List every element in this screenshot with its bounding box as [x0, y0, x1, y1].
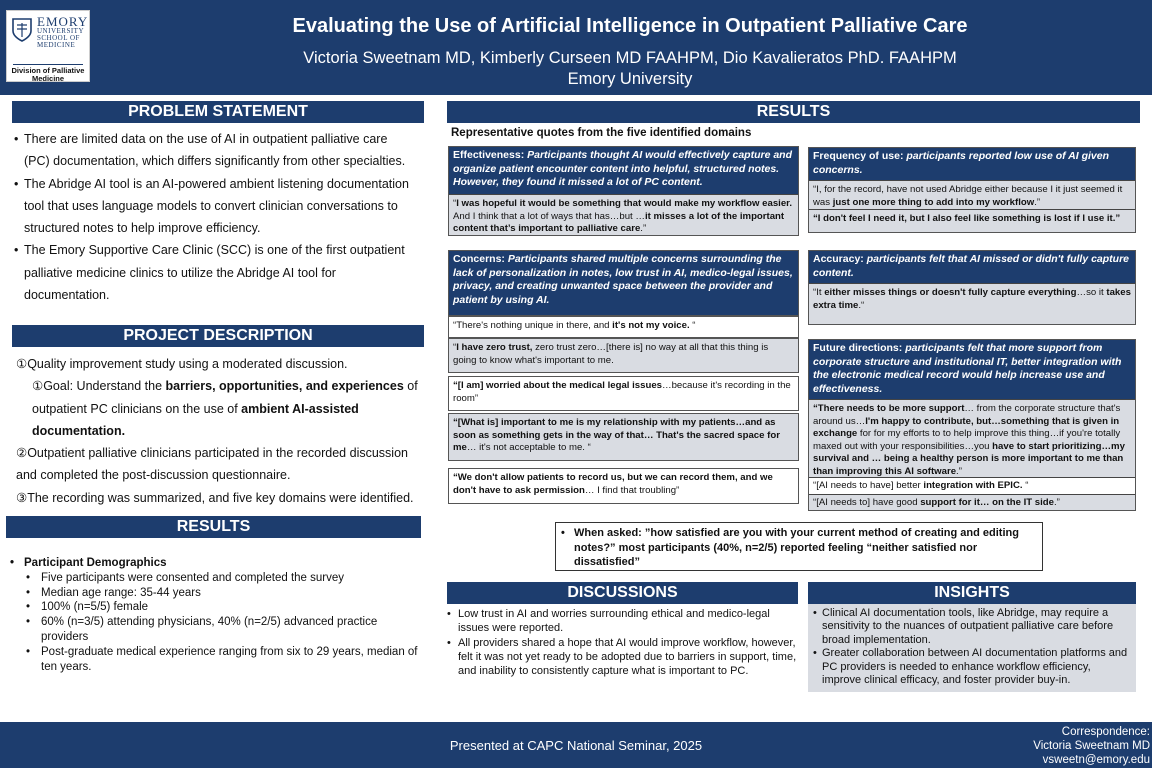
problem-bullet: • The Abridge AI tool is an AI-powered ambient listening documentation tool that uses language models to convert clinician conversations to structured notes to help improve efficiency. — [14, 173, 414, 240]
emory-logo — [6, 10, 90, 82]
presented-at: Presented at CAPC National Seminar, 2025 — [449, 738, 703, 753]
frequency-header: Frequency of use: participants reported low use of AI given concerns. — [809, 148, 1135, 180]
future-quote-2: “[AI needs to have] better integration with EPIC. “ — [809, 477, 1135, 494]
demographic-item: • 60% (n=3/5) attending physicians, 40% (n=2/5) advanced practice providers — [10, 615, 420, 645]
problem-statement-heading: PROBLEM STATEMENT — [12, 101, 424, 123]
insight-bullet: • Greater collaboration between AI documentation platforms and PC providers is needed to enhance workflow efficiency, improve clinical efficacy, and foster provider buy-in. — [822, 647, 1132, 687]
results-left-heading: RESULTS — [6, 516, 421, 538]
correspondence-email[interactable]: vsweetn@emory.edu — [1042, 754, 1150, 766]
concerns-quote-3: “[I am] worried about the medical legal issues…because it's recording in the room” — [448, 376, 799, 411]
accuracy-box — [808, 250, 1136, 325]
logo-school-of: SCHOOL OF — [37, 34, 80, 42]
poster-title: Evaluating the Use of Artificial Intelligence in Outpatient Palliative Care — [292, 15, 968, 37]
logo-university: UNIVERSITY — [37, 27, 84, 35]
correspondence-name: Victoria Sweetnam MD — [1033, 740, 1150, 752]
project-goal: ①Goal: Understand the barriers, opportunities, and experiences of outpatient PC clinicians on the use of ambient AI-assisted documentation. — [32, 379, 418, 438]
project-description — [16, 353, 426, 509]
correspondence-label: Correspondence: — [1061, 726, 1150, 738]
poster-authors: Victoria Sweetnam MD, Kimberly Curseen MD FAAHPM, Dio Kavalieratos PhD. FAAHPM — [303, 49, 957, 67]
demographic-item: • Post-graduate medical experience ranging from six to 29 years, median of ten years. — [10, 645, 420, 675]
concerns-box — [448, 250, 799, 316]
shield-icon — [11, 17, 33, 43]
discussion-bullet: • All providers shared a hope that AI would improve workflow, however, felt it was not yet ready to be adopted due to barriers in support, time, and inability to consistently capture what is important to PC. — [447, 636, 797, 679]
future-directions-header: Future directions: participants felt that more support from corporate structure and institutional IT, better integration with the electronic medical record would help increase use and effectiveness. — [809, 340, 1135, 399]
discussions-heading: DISCUSSIONS — [447, 582, 798, 604]
effectiveness-header: Effectiveness: Participants thought AI would effectively capture and organize patient encounter content into helpful, structured notes. However, they found it missed a lot of PC content. — [449, 147, 798, 194]
project-item-3: ③The recording was summarized, and five key domains were identified. — [16, 490, 414, 505]
frequency-quote-1: “I, for the record, have not used Abridge either because I it just seemed it was just one more thing to add into my workflow.” — [809, 180, 1135, 209]
correspondence — [1033, 725, 1150, 767]
concerns-quote-2: “I have zero trust, zero trust zero…[there is] no way at all that this thing is going to know what's important to me. — [448, 338, 799, 373]
problem-bullet: • The Emory Supportive Care Clinic (SCC) is one of the first outpatient palliative medicine clinics to utilize the Abridge AI tool for documentation. — [14, 239, 414, 306]
project-item-2: ②Outpatient palliative clinicians participated in the recorded discussion and completed the post-discussion questionnaire. — [16, 446, 408, 483]
discussions-list — [447, 607, 797, 678]
logo-division: Division of Palliative Medicine — [11, 66, 85, 84]
future-quote-3: “[AI needs to] have good support for it… on the IT side.” — [809, 494, 1135, 510]
concerns-quote-4: “[What is] important to me is my relationship with my patients…and as soon as something gets in the way of that… That's the sacred space for me… it's not acceptable to me. “ — [448, 413, 799, 461]
problem-list — [14, 128, 414, 306]
insight-bullet: • Clinical AI documentation tools, like Abridge, may require a sensitivity to the nuances of outpatient palliative care before broad implementation. — [822, 607, 1132, 647]
results-subtitle: Representative quotes from the five identified domains — [451, 127, 752, 139]
demographics — [10, 556, 420, 674]
demographic-item: • Five participants were consented and completed the survey — [10, 571, 420, 586]
demographic-item: • 100% (n=5/5) female — [10, 600, 420, 615]
future-directions-box — [808, 339, 1136, 511]
project-description-heading: PROJECT DESCRIPTION — [12, 325, 424, 347]
concerns-header: Concerns: Participants shared multiple concerns surrounding the lack of personalization in notes, low trust in AI, medico-legal issues, privacy, and creating unwanted space between the provider and patient by using AI. — [449, 251, 798, 315]
discussion-bullet: • Low trust in AI and worries surrounding ethical and medico-legal issues were reported. — [447, 607, 797, 636]
poster-affiliation: Emory University — [567, 70, 693, 88]
accuracy-quote: “It either misses things or doesn't fully capture everything…so it takes extra time.“ — [809, 283, 1135, 324]
poster-header — [0, 0, 1152, 95]
demographic-item: • Median age range: 35-44 years — [10, 586, 420, 601]
poster-footer — [0, 722, 1152, 768]
logo-emory: EMORY — [37, 14, 89, 29]
accuracy-header: Accuracy: participants felt that AI missed or didn't fully capture content. — [809, 251, 1135, 283]
concerns-quote-5: “We don't allow patients to record us, but we can record them, and we don't have to ask permission… I find that troubling” — [448, 468, 799, 504]
concerns-quote-1: “There's nothing unique in there, and it's not my voice. “ — [448, 316, 799, 338]
demographics-title: • Participant Demographics — [10, 556, 420, 571]
project-item-1: ①Quality improvement study using a moderated discussion. — [16, 357, 348, 371]
effectiveness-box — [448, 146, 799, 236]
insights-heading: INSIGHTS — [808, 582, 1136, 604]
satisfaction-callout: • When asked: ”how satisfied are you with your current method of creating and editing notes?” most participants (40%, n=2/5) reported feeling “neither satisfied nor dissatisfied” — [555, 522, 1043, 571]
logo-medicine: MEDICINE — [37, 41, 76, 49]
frequency-box — [808, 147, 1136, 233]
problem-bullet: • There are limited data on the use of AI in outpatient palliative care (PC) documentation, which differs significantly from other specialties. — [14, 128, 414, 173]
results-right-heading: RESULTS — [447, 101, 1140, 123]
future-quote-1: “There needs to be more support… from the corporate structure that's around us…I'm happy to contribute, but…something that is given in exchange for for my efforts to to help improve this thing…if you're totally maxed out with your responsibilities…you have to start prioritizing…my survival and … being a healthy person is more important to me than than improving this AI software.” — [809, 399, 1135, 477]
effectiveness-quote: “I was hopeful it would be something that would make my workflow easier. And I think that a lot of ways that has…but …it misses a lot of the important content that’s important to palliative care.” — [449, 194, 798, 235]
frequency-quote-2: “I don't feel I need it, but I also feel like something is lost if I use it.” — [809, 209, 1135, 232]
insights-list — [808, 604, 1136, 692]
